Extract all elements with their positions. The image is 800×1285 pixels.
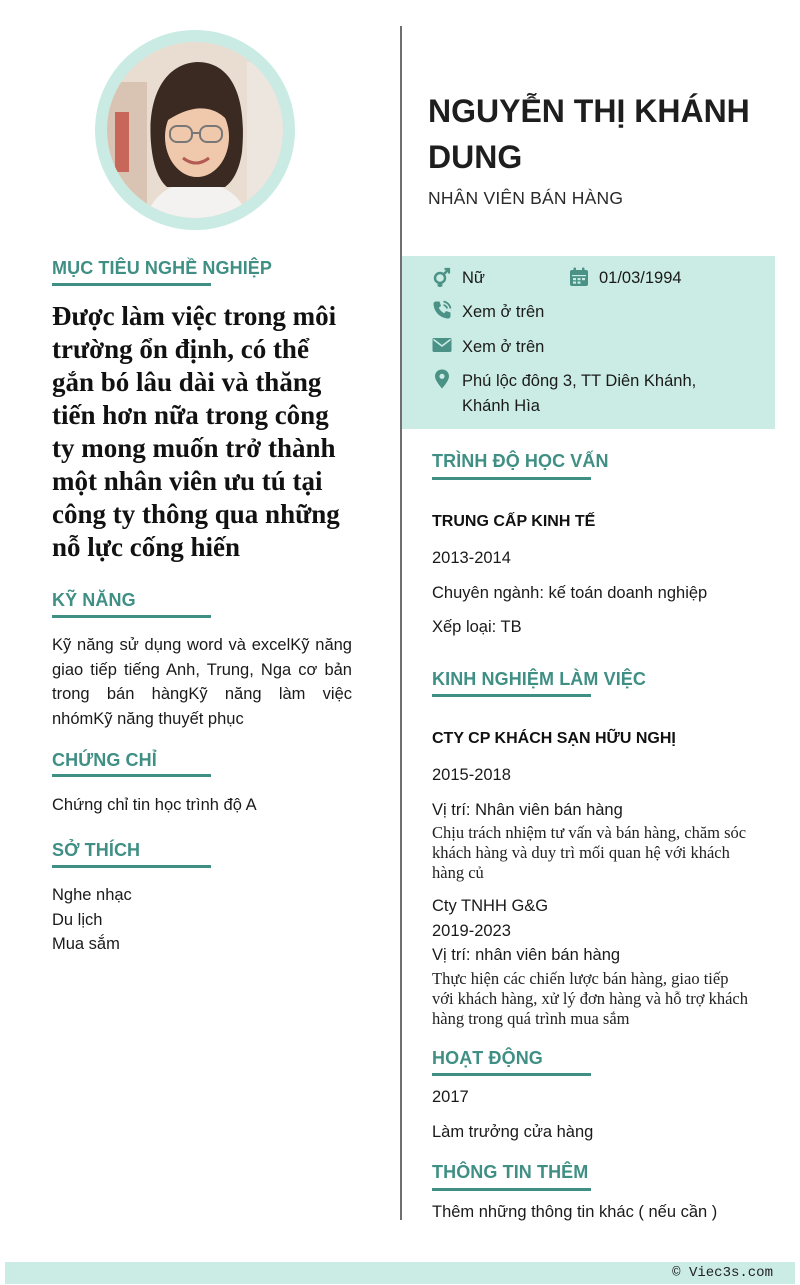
certificates-title: CHỨNG CHỈ bbox=[52, 750, 157, 770]
hobby-item: Mua sắm bbox=[52, 935, 120, 953]
footer-bar bbox=[5, 1262, 795, 1284]
objective-text: Được làm việc trong môi trường ổn định, có thể gắn bó lâu dài và thăng tiến hơn nữa trong công ty mong muốn trở thành một nhân viên ưu tú tại công ty thông qua những nỗ lực cống hiến bbox=[52, 301, 340, 562]
education-years: 2013-2014 bbox=[432, 549, 511, 567]
more-info-text: Thêm những thông tin khác ( nếu cần ) bbox=[432, 1203, 718, 1221]
objective-underline bbox=[52, 283, 211, 286]
location-pin-icon bbox=[432, 369, 452, 389]
address-value: Phú lộc đông 3, TT Diên Khánh, Khánh Hìa bbox=[462, 372, 697, 415]
activities-underline bbox=[432, 1073, 591, 1076]
education-major: Chuyên ngành: kế toán doanh nghiệp bbox=[432, 584, 708, 602]
hobbies-title: SỞ THÍCH bbox=[52, 840, 141, 860]
hobby-item: Nghe nhạc bbox=[52, 886, 132, 904]
job-company: Cty TNHH G&G bbox=[432, 897, 549, 915]
certificates-text: Chứng chỉ tin học trình độ A bbox=[52, 796, 257, 814]
avatar-photo-icon bbox=[107, 42, 283, 218]
phone-icon bbox=[432, 300, 452, 320]
activities-text: Làm trưởng cửa hàng bbox=[432, 1123, 594, 1141]
job-company: CTY CP KHÁCH SẠN HỮU NGHỊ bbox=[432, 730, 676, 747]
job-title: NHÂN VIÊN BÁN HÀNG bbox=[428, 188, 624, 208]
avatar bbox=[107, 42, 283, 218]
education-title: TRÌNH ĐỘ HỌC VẤN bbox=[432, 451, 609, 471]
job-description: Chịu trách nhiệm tư vấn và bán hàng, chăm sóc khách hàng và duy trì mối quan hệ với khách hàng củ bbox=[432, 823, 747, 882]
column-divider bbox=[400, 26, 402, 1220]
education-grade: Xếp loại: TB bbox=[432, 618, 522, 636]
avatar-frame bbox=[95, 30, 295, 230]
job-description: Thực hiện các chiến lược bán hàng, giao tiếp với khách hàng, xử lý đơn hàng và hỗ trợ khách hàng trong quá trình mua sắm bbox=[432, 969, 749, 1028]
email-icon bbox=[432, 335, 452, 355]
candidate-name: NGUYỄN THỊ KHÁNH DUNG bbox=[428, 93, 750, 175]
job-position: Vị trí: nhân viên bán hàng bbox=[432, 946, 621, 964]
certificates-underline bbox=[52, 774, 211, 777]
education-school: TRUNG CẤP KINH TẾ bbox=[432, 513, 596, 530]
skills-text: Kỹ năng sử dụng word và excelKỹ năng giao tiếp tiếng Anh, Trung, Nga cơ bản trong bán hàngKỹ năng làm việc nhómKỹ năng thuyết phục bbox=[52, 636, 352, 728]
more-info-title: THÔNG TIN THÊM bbox=[432, 1162, 589, 1182]
birthdate-value: 01/03/1994 bbox=[599, 269, 682, 287]
hobbies-underline bbox=[52, 865, 211, 868]
contact-panel bbox=[402, 256, 775, 429]
more-info-underline bbox=[432, 1188, 591, 1191]
hobby-item: Du lịch bbox=[52, 910, 103, 929]
hobbies-list bbox=[52, 883, 132, 957]
objective-title: MỤC TIÊU NGHỀ NGHIỆP bbox=[52, 258, 273, 278]
education-underline bbox=[432, 477, 591, 480]
activities-year: 2017 bbox=[432, 1088, 469, 1106]
experience-title: KINH NGHIỆM LÀM VIỆC bbox=[432, 669, 647, 689]
experience-underline bbox=[432, 694, 591, 697]
calendar-icon bbox=[569, 267, 589, 287]
job-position: Vị trí: Nhân viên bán hàng bbox=[432, 801, 623, 819]
gender-icon bbox=[432, 267, 452, 287]
gender-value: Nữ bbox=[462, 269, 485, 287]
email-value: Xem ở trên bbox=[462, 338, 545, 356]
job-years: 2019-2023 bbox=[432, 922, 511, 940]
activities-title: HOẠT ĐỘNG bbox=[432, 1048, 543, 1068]
phone-value: Xem ở trên bbox=[462, 303, 545, 321]
footer-copyright: © Viec3s.com bbox=[672, 1265, 773, 1281]
skills-title: KỸ NĂNG bbox=[52, 590, 136, 610]
job-years: 2015-2018 bbox=[432, 766, 511, 784]
skills-underline bbox=[52, 615, 211, 618]
